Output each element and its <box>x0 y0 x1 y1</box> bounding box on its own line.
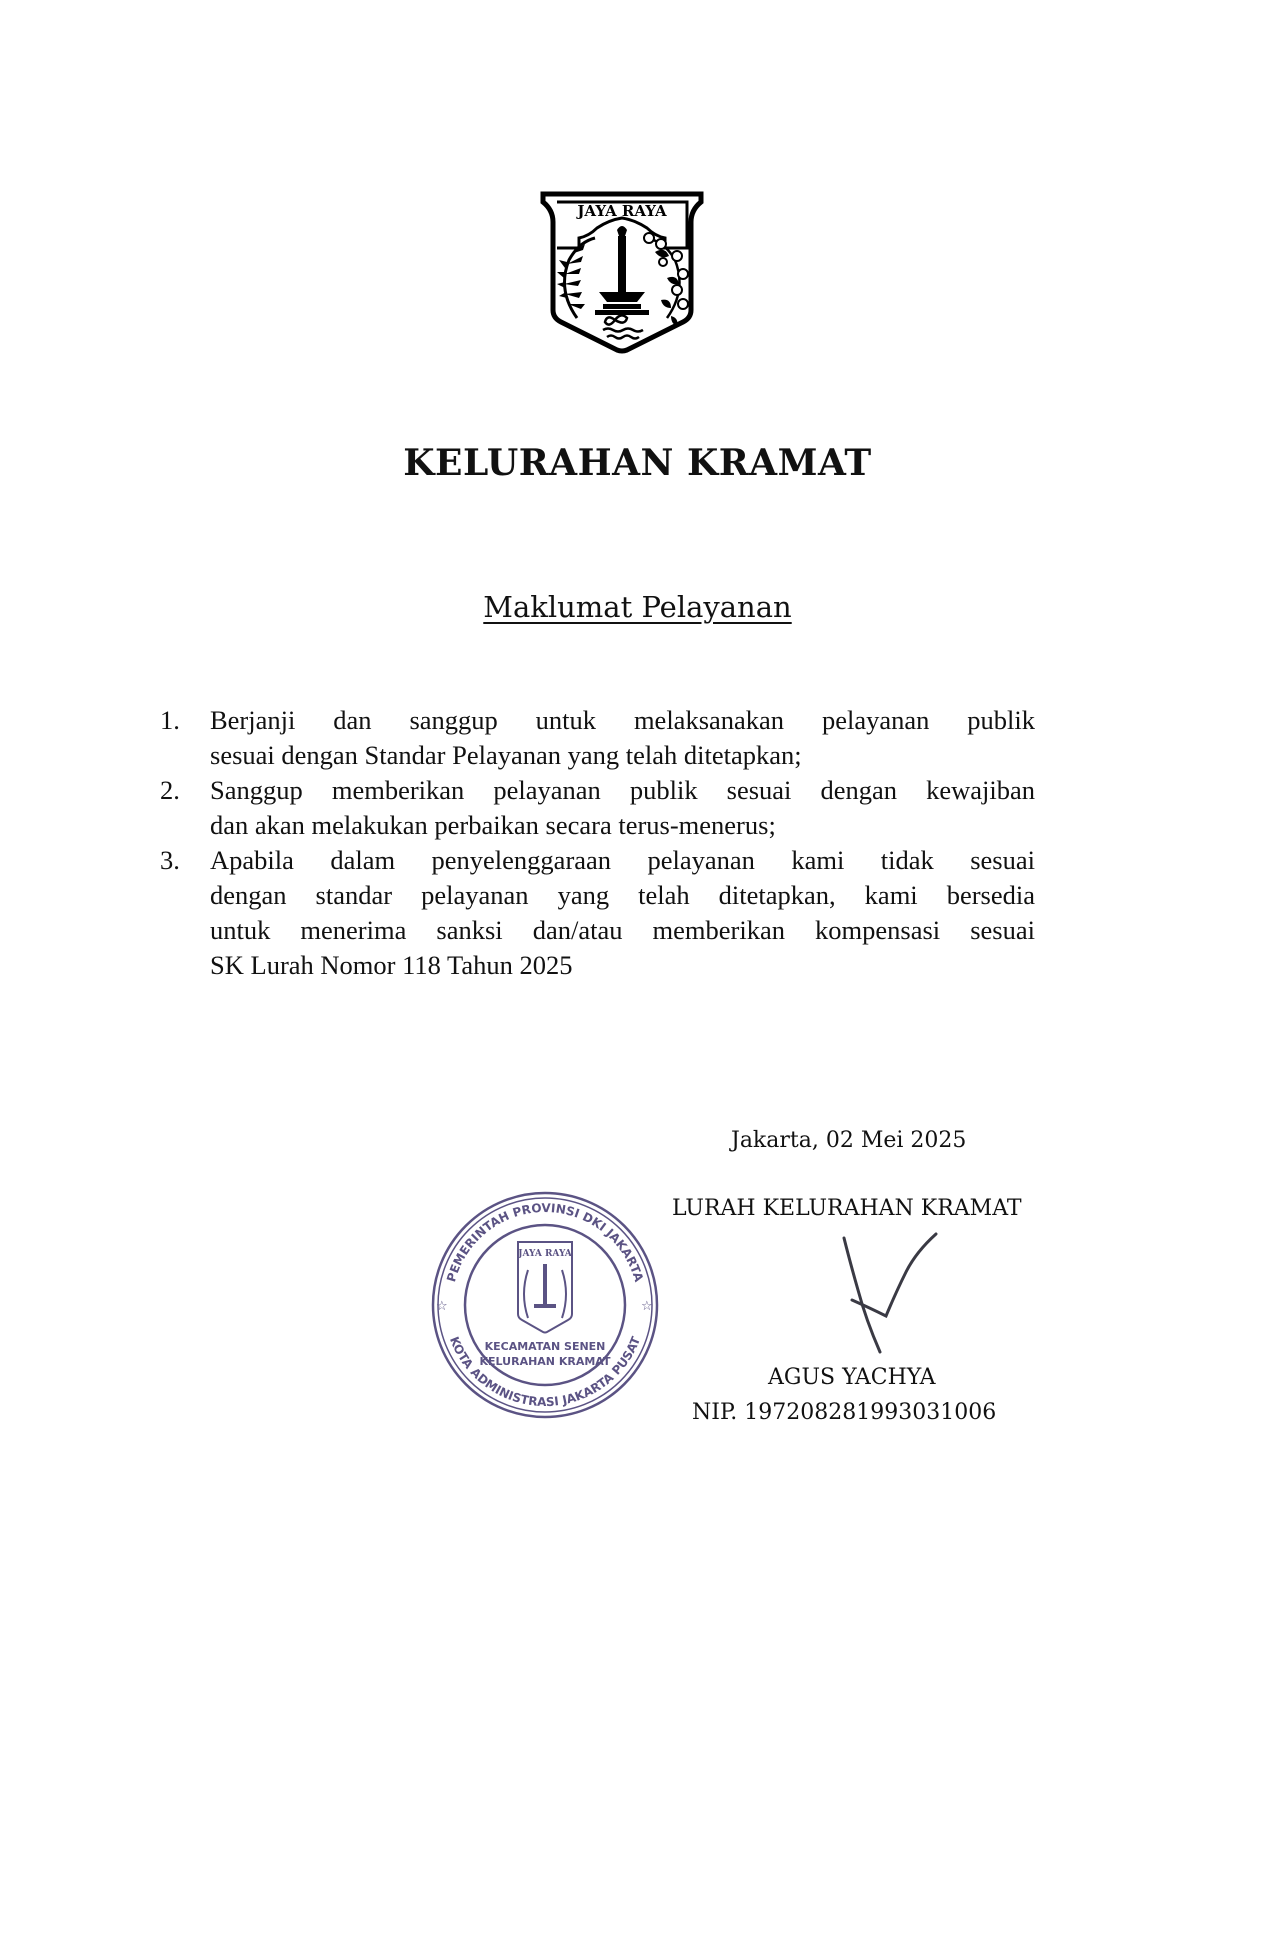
list-item-line: dan akan melakukan perbaikan secara terus-menerus; <box>210 810 776 840</box>
stamp-inner-line1: KECAMATAN SENEN <box>484 1340 606 1353</box>
jakarta-coat-of-arms-icon <box>537 190 707 355</box>
list-number: 2. <box>160 775 180 805</box>
list-item <box>160 773 1035 843</box>
stamp-emblem-icon <box>517 1242 573 1333</box>
list-item-line: untuk menerima sanksi dan/atau memberikan kompensasi sesuai <box>210 915 1035 945</box>
emblem-motto: JAYA RAYA <box>577 202 667 220</box>
star-icon: ☆ <box>436 1299 448 1314</box>
declaration-list <box>160 703 1035 983</box>
list-item-line: Sanggup memberikan pelayanan publik sesuai dengan kewajiban <box>210 775 1035 805</box>
list-item <box>160 703 1035 773</box>
stamp-outer-top: PEMERINTAH PROVINSI DKI JAKARTA <box>444 1200 646 1284</box>
list-item-line: Apabila dalam penyelenggaraan pelayanan kami tidak sesuai <box>210 845 1035 875</box>
stamp-outer-bottom: KOTA ADMINISTRASI JAKARTA PUSAT <box>446 1334 644 1410</box>
list-item-line: sesuai dengan Standar Pelayanan yang telah ditetapkan; <box>210 740 802 770</box>
list-item-line: Berjanji dan sanggup untuk melaksanakan pelayanan publik <box>210 705 1035 735</box>
document-subtitle: Maklumat Pelayanan <box>483 590 792 624</box>
signatory-name: AGUS YACHYA <box>768 1365 936 1390</box>
star-icon: ☆ <box>641 1299 653 1314</box>
list-number: 3. <box>160 845 180 875</box>
list-number: 1. <box>160 705 180 735</box>
stamp-inner-line2: KELURAHAN KRAMAT <box>479 1355 611 1368</box>
page-title: KELURAHAN KRAMAT <box>403 442 872 484</box>
official-stamp <box>430 1190 660 1420</box>
list-item-line: dengan standar pelayanan yang telah ditetapkan, kami bersedia <box>210 880 1035 910</box>
place-date: Jakarta, 02 Mei 2025 <box>731 1128 967 1153</box>
stamp-emblem-motto: JAYA RAYA <box>518 1249 572 1259</box>
signature <box>830 1228 960 1362</box>
signatory-nip: NIP. 197208281993031006 <box>692 1400 997 1425</box>
list-item-line: SK Lurah Nomor 118 Tahun 2025 <box>210 950 573 980</box>
signatory-position: LURAH KELURAHAN KRAMAT <box>672 1196 1022 1221</box>
list-item <box>160 843 1035 983</box>
